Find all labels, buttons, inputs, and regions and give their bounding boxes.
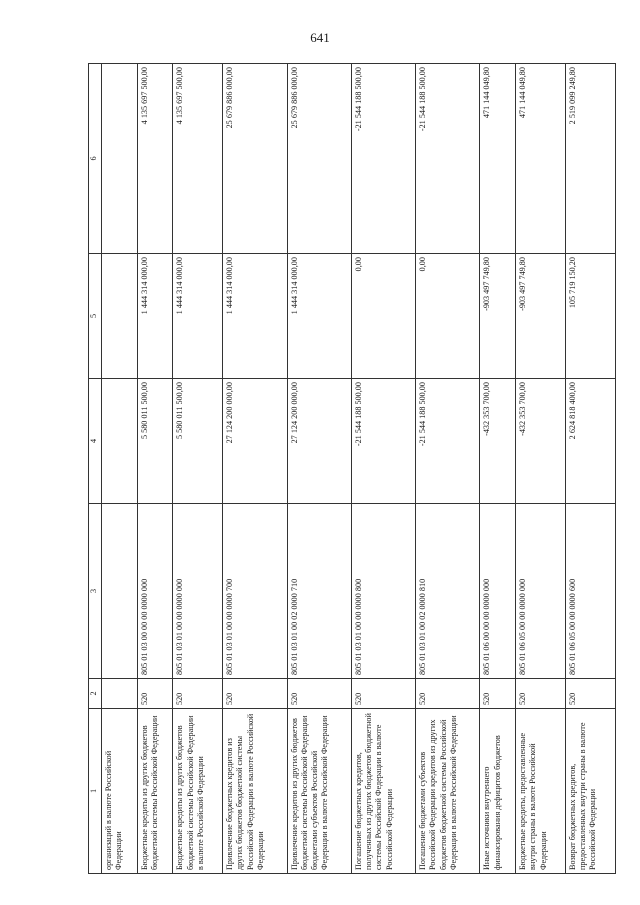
header-col-5: 5 [89,254,102,379]
row-name: Бюджетные кредиты, предоставленные внутри страны в валюте Российской Федерации [516,709,566,874]
row-name: Привлечение кредитов из других бюджетов бюджетной системы Российской Федерации бюджетами субъектов Российской Федерации в валюте Российской Федерации [287,709,351,874]
row-value-5: 1 444 314 000,00 [223,254,287,379]
row-value-5: 1 444 314 000,00 [137,254,173,379]
row-code: 805 01 06 05 00 00 0000 000 [516,504,566,679]
row-code: 805 01 03 01 00 02 0000 810 [416,504,480,679]
row-col2: 520 [287,679,351,709]
row-code: 805 01 03 01 00 02 0000 710 [287,504,351,679]
row-name: Бюджетные кредиты из других бюджетов бюджетной системы Российской Федерации в валюте Российской Федерации [173,709,223,874]
row-name: Иные источники внутреннего финансирования дефицитов бюджетов [480,709,516,874]
header-col-6: 6 [89,64,102,254]
table-row [516,64,566,874]
row-col2: 520 [137,679,173,709]
table-row [351,64,415,874]
row-value-4: -21 544 188 500,00 [351,379,415,504]
header-col-1: 1 [89,709,102,874]
row-value-6: 471 144 049,80 [480,64,516,254]
row-code: 805 01 06 00 00 00 0000 000 [480,504,516,679]
row-value-5 [102,254,138,379]
table-row [173,64,223,874]
row-col2: 520 [480,679,516,709]
row-name: Погашение бюджетами субъектов Российской Федерации кредитов из других бюджетов бюджетной системы Российской Федерации в валюте Российской Федерации [416,709,480,874]
row-value-4 [102,379,138,504]
table-row [416,64,480,874]
row-col2: 520 [516,679,566,709]
page-number: 641 [310,30,330,45]
row-value-6: 471 144 049,80 [516,64,566,254]
row-value-4: 27 124 200 000,00 [287,379,351,504]
table-row [480,64,516,874]
row-value-5: 0,00 [351,254,415,379]
row-col2 [102,679,138,709]
row-code: 805 01 03 00 00 00 0000 000 [137,504,173,679]
row-value-4: 5 580 011 500,00 [137,379,173,504]
row-col2: 520 [173,679,223,709]
row-name: Привлечение бюджетных кредитов из других бюджетов бюджетной системы Российской Федерации в валюте Российской Федерации [223,709,287,874]
row-code: 805 01 06 05 00 00 0000 600 [565,504,615,679]
row-value-5: -903 497 749,80 [516,254,566,379]
row-value-4: 2 624 818 400,00 [565,379,615,504]
row-col2: 520 [351,679,415,709]
row-value-6: 25 679 886 000,00 [223,64,287,254]
row-col2: 520 [416,679,480,709]
rotated-table-container [88,64,616,874]
budget-table [88,63,616,874]
row-value-5: 105 719 150,20 [565,254,615,379]
table-row [223,64,287,874]
header-col-4: 4 [89,379,102,504]
table-sheet [88,64,616,874]
row-name: организаций в валюте Российской Федерации [102,709,138,874]
row-value-6: 4 135 697 500,00 [137,64,173,254]
row-value-6: 2 519 099 249,80 [565,64,615,254]
row-value-4: -21 544 188 500,00 [416,379,480,504]
table-row [137,64,173,874]
row-name: Погашение бюджетных кредитов, полученных из других бюджетов бюджетной системы Российской Федерации в валюте Российской Федерации [351,709,415,874]
table-row [102,64,138,874]
row-value-6: -21 544 188 500,00 [351,64,415,254]
table-row [287,64,351,874]
row-name: Бюджетные кредиты из других бюджетов бюджетной системы Российской Федерации [137,709,173,874]
header-row [89,64,102,874]
row-value-4: -432 353 700,00 [480,379,516,504]
row-code [102,504,138,679]
row-value-5: 1 444 314 000,00 [173,254,223,379]
row-value-5: -903 497 749,80 [480,254,516,379]
row-value-6: -21 544 188 500,00 [416,64,480,254]
row-code: 805 01 03 01 00 00 0000 800 [351,504,415,679]
header-col-3: 3 [89,504,102,679]
row-value-4: -432 353 700,00 [516,379,566,504]
row-value-4: 5 580 011 500,00 [173,379,223,504]
row-value-6: 4 135 697 500,00 [173,64,223,254]
row-value-6: 25 679 886 000,00 [287,64,351,254]
row-value-5: 0,00 [416,254,480,379]
row-value-6 [102,64,138,254]
row-col2: 520 [565,679,615,709]
table-row [565,64,615,874]
row-col2: 520 [223,679,287,709]
row-name: Возврат бюджетных кредитов, предоставленных внутри страны в валюте Российской Федерации [565,709,615,874]
row-value-4: 27 124 200 000,00 [223,379,287,504]
row-code: 805 01 03 01 00 00 0000 000 [173,504,223,679]
header-col-2: 2 [89,679,102,709]
row-code: 805 01 03 01 00 00 0000 700 [223,504,287,679]
row-value-5: 1 444 314 000,00 [287,254,351,379]
